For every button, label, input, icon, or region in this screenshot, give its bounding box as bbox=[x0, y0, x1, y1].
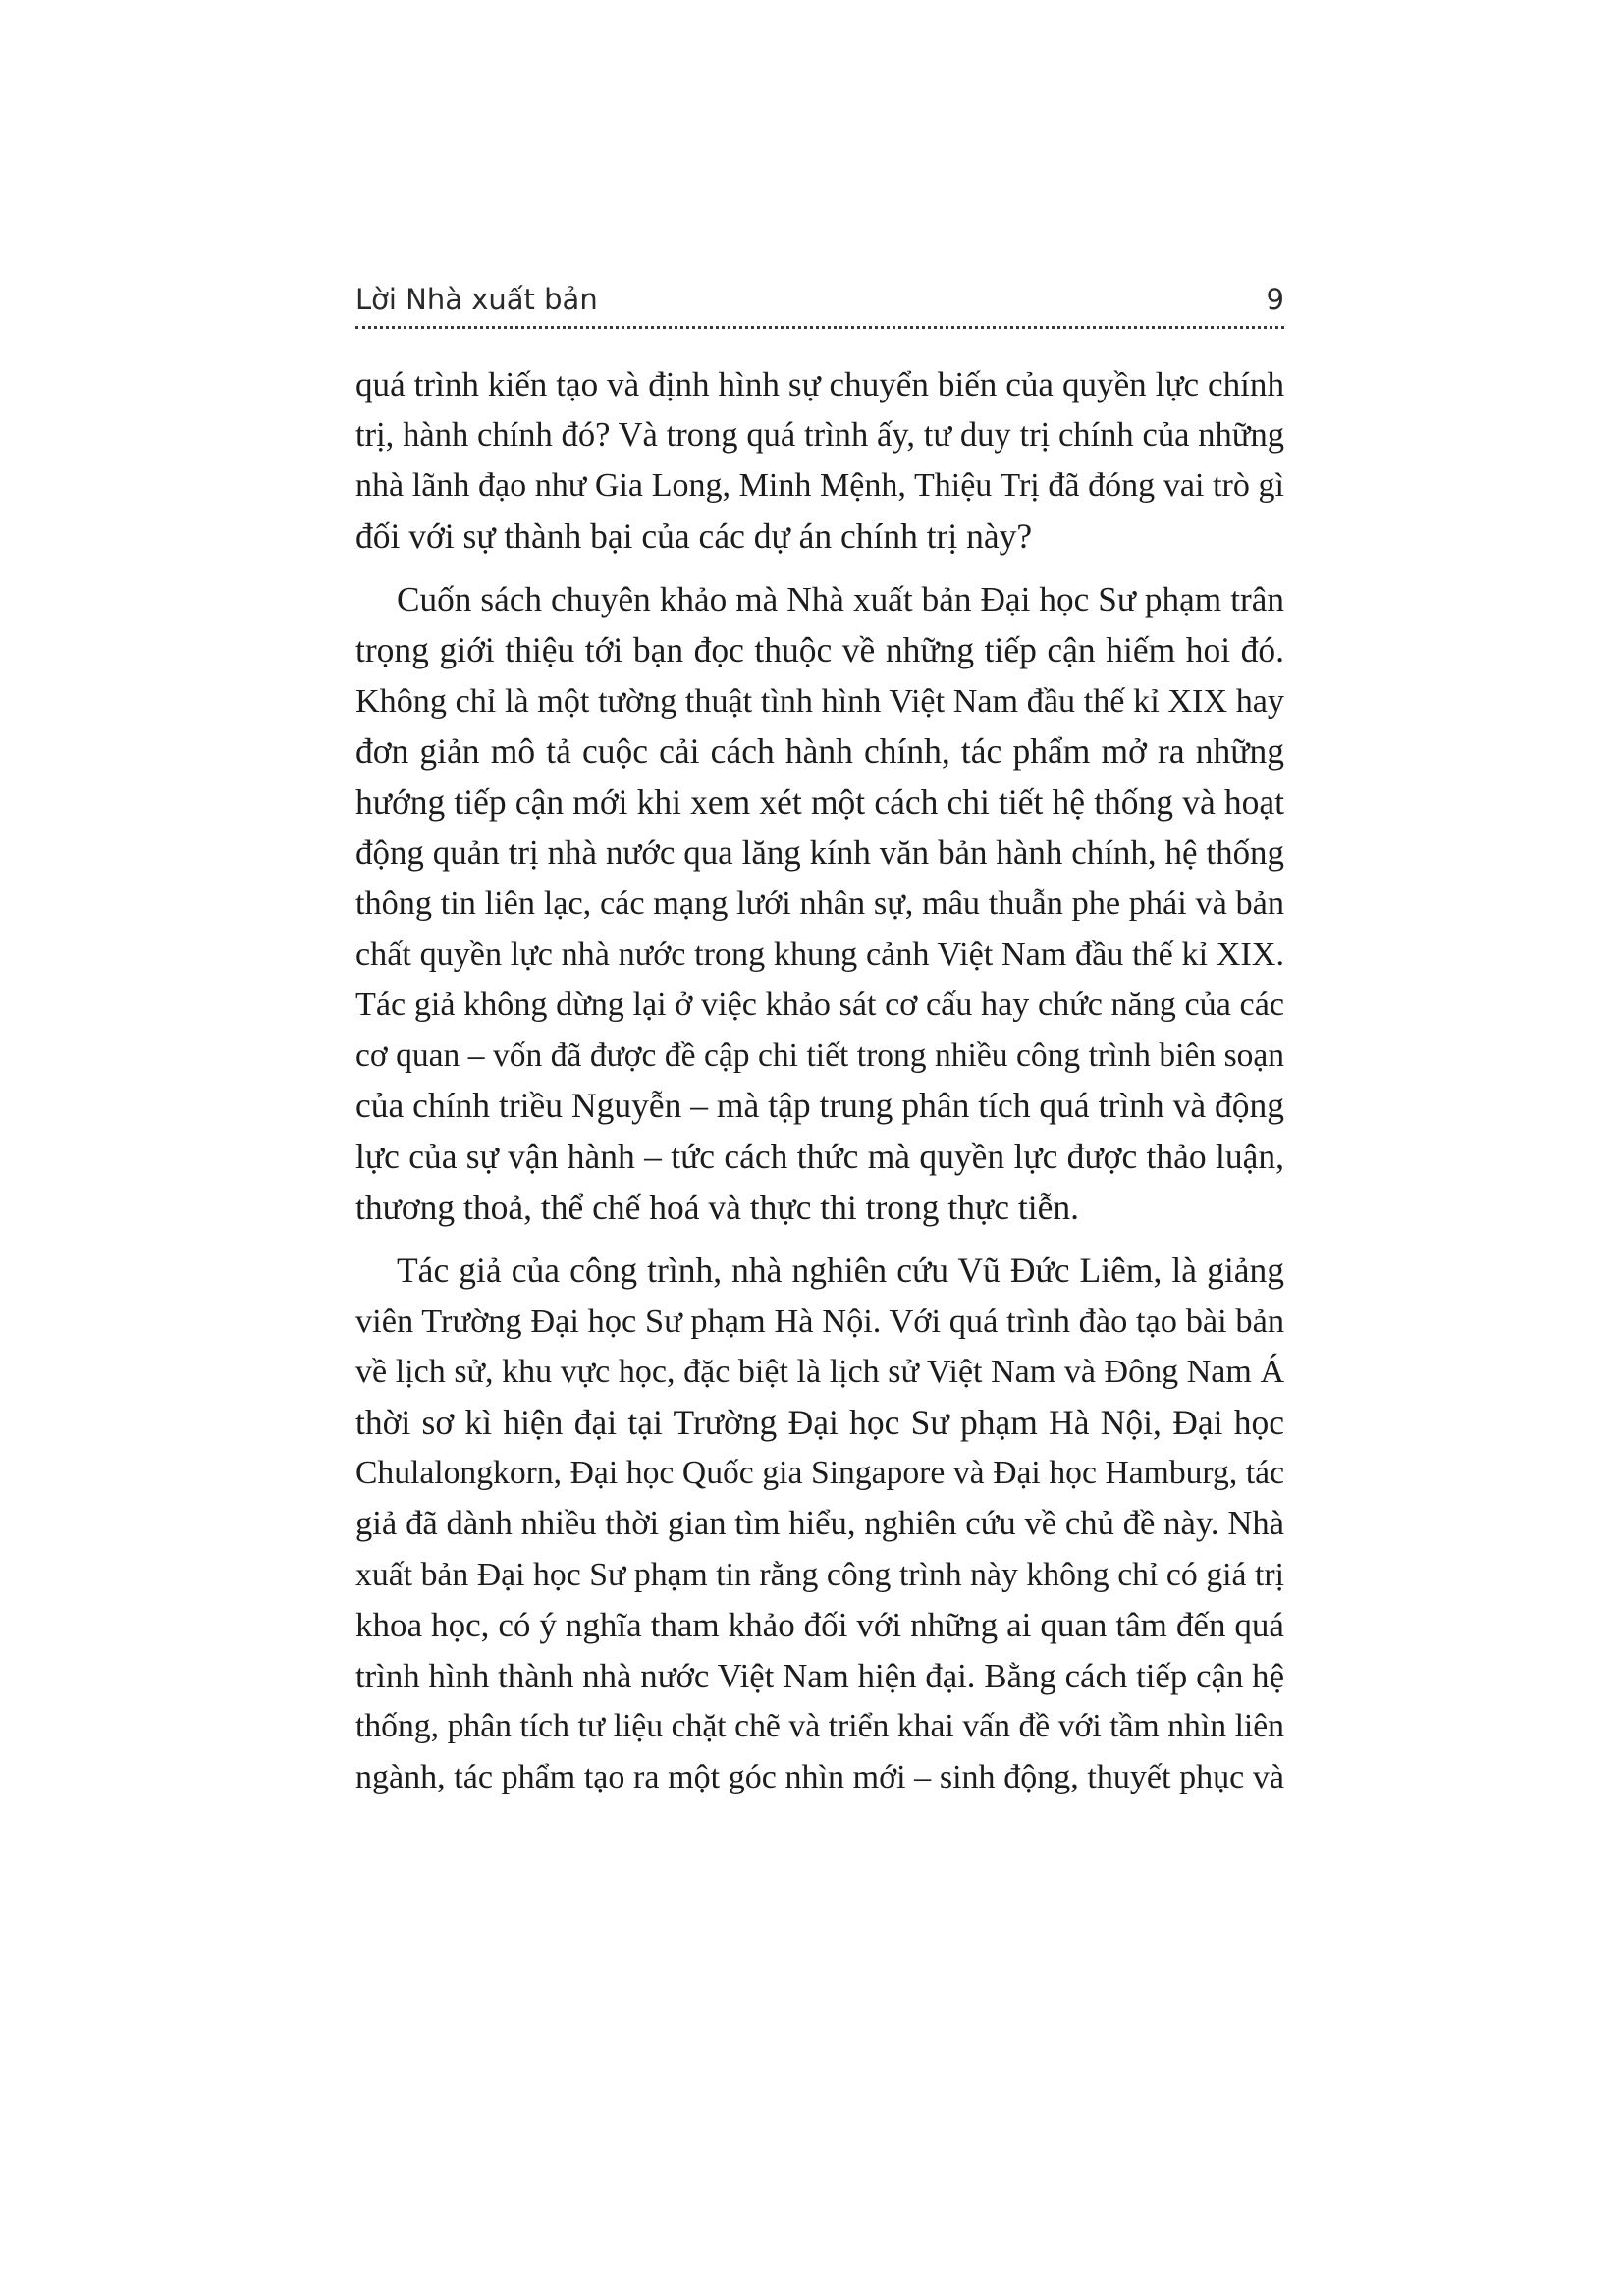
text-line: của chính triều Nguyễn – mà tập trung phân tích quá trình và động bbox=[355, 1086, 1284, 1126]
text-line: hướng tiếp cận mới khi xem xét một cách chi tiết hệ thống và hoạt bbox=[355, 781, 1284, 822]
text-line: về lịch sử, khu vực học, đặc biệt là lịch sử Việt Nam và Đông Nam Á bbox=[355, 1354, 1284, 1391]
text-line: thông tin liên lạc, các mạng lưới nhân sự, mâu thuẫn phe phái và bản bbox=[355, 883, 1284, 922]
text-line: xuất bản Đại học Sư phạm tin rằng công trình này không chỉ có giá trị bbox=[355, 1556, 1284, 1593]
text-line: đơn giản mô tả cuộc cải cách hành chính, tác phẩm mở ra những bbox=[355, 731, 1284, 772]
text-line: trình hình thành nhà nước Việt Nam hiện đại. Bằng cách tiếp cận hệ bbox=[355, 1656, 1284, 1695]
text-line: thương thoả, thể chế hoá và thực thi trong thực tiễn. bbox=[355, 1187, 1080, 1227]
paragraph-2 bbox=[355, 574, 1284, 1233]
text-line: cơ quan – vốn đã được đề cập chi tiết trong nhiều công trình biên soạn bbox=[355, 1037, 1284, 1074]
text-line: Cuốn sách chuyên khảo mà Nhà xuất bản Đại học Sư phạm trân bbox=[397, 580, 1284, 619]
text-line: nhà lãnh đạo như Gia Long, Minh Mệnh, Thiệu Trị đã đóng vai trò gì bbox=[355, 467, 1284, 505]
text-line: thống, phân tích tư liệu chặt chẽ và triển khai vấn đề với tầm nhìn liên bbox=[355, 1708, 1284, 1745]
paragraph-1 bbox=[355, 359, 1284, 561]
running-header-title: Lời Nhà xuất bản bbox=[355, 283, 598, 316]
text-line: đối với sự thành bại của các dự án chính trị này? bbox=[355, 515, 1033, 556]
text-line: quá trình kiến tạo và định hình sự chuyển biến của quyền lực chính bbox=[355, 365, 1284, 403]
text-line: động quản trị nhà nước qua lăng kính văn bản hành chính, hệ thống bbox=[355, 833, 1284, 873]
paragraph-3 bbox=[355, 1246, 1284, 1803]
text-line: trọng giới thiệu tới bạn đọc thuộc về những tiếp cận hiếm hoi đó. bbox=[355, 629, 1284, 669]
text-line: viên Trường Đại học Sư phạm Hà Nội. Với quá trình đào tạo bài bản bbox=[355, 1302, 1284, 1340]
header-dotted-rule bbox=[355, 326, 1284, 329]
text-line: lực của sự vận hành – tức cách thức mà quyền lực được thảo luận, bbox=[355, 1136, 1284, 1176]
page-number: 9 bbox=[1266, 283, 1284, 316]
text-line: Tác giả không dừng lại ở việc khảo sát cơ cấu hay chức năng của các bbox=[355, 987, 1284, 1024]
text-line: Tác giả của công trình, nhà nghiên cứu Vũ Đức Liêm, là giảng bbox=[397, 1251, 1284, 1291]
text-line: chất quyền lực nhà nước trong khung cảnh Việt Nam đầu thế kỉ XIX. bbox=[355, 935, 1284, 973]
running-header bbox=[355, 283, 1284, 322]
text-line: ngành, tác phẩm tạo ra một góc nhìn mới – sinh động, thuyết phục và bbox=[355, 1759, 1284, 1796]
text-line: khoa học, có ý nghĩa tham khảo đối với những ai quan tâm đến quá bbox=[355, 1606, 1284, 1645]
text-line: thời sơ kì hiện đại tại Trường Đại học Sư phạm Hà Nội, Đại học bbox=[355, 1402, 1284, 1442]
text-line: Chulalongkorn, Đại học Quốc gia Singapore và Đại học Hamburg, tác bbox=[355, 1455, 1284, 1492]
text-line: giả đã dành nhiều thời gian tìm hiểu, nghiên cứu về chủ đề này. Nhà bbox=[355, 1505, 1284, 1543]
body-text bbox=[355, 359, 1284, 1816]
text-line: Không chỉ là một tường thuật tình hình Việt Nam đầu thế kỉ XIX hay bbox=[355, 682, 1284, 720]
text-line: trị, hành chính đó? Và trong quá trình ấy, tư duy trị chính của những bbox=[355, 415, 1284, 454]
